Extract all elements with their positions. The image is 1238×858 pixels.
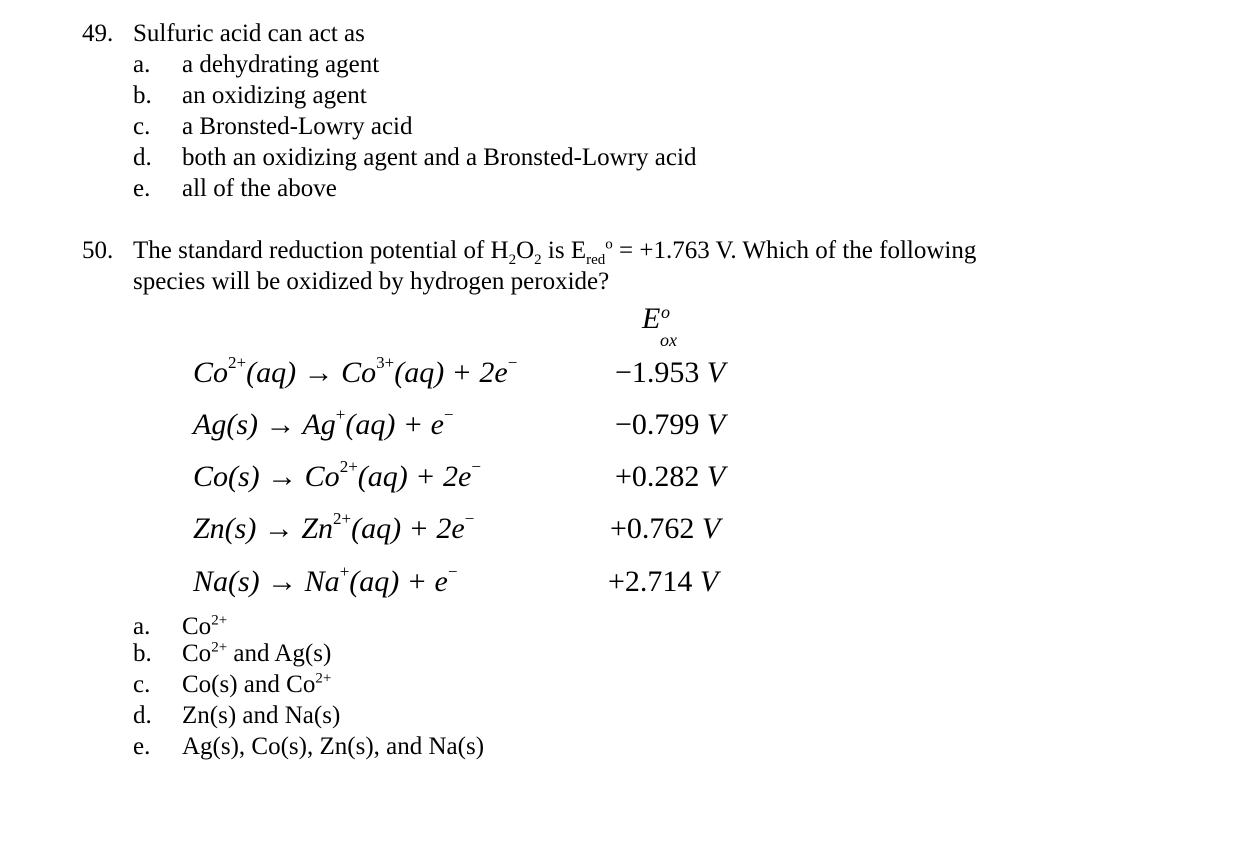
electron-superscript: −	[471, 457, 481, 476]
reaction-text: Co	[193, 356, 229, 389]
charge-superscript: 3+	[376, 353, 395, 372]
reaction-text: (aq) + 2e	[351, 512, 465, 545]
option-letter: a.	[133, 613, 151, 640]
reaction-text: Ag(s) → Ag	[193, 408, 336, 441]
option-text	[182, 700, 340, 731]
potential-value	[615, 357, 725, 388]
half-reaction	[193, 509, 475, 545]
reaction-text: Zn(s) → Zn	[193, 512, 334, 545]
question-stem-line1	[133, 235, 976, 266]
potential-number: −1.953	[615, 356, 700, 389]
stem-subscript: 2	[508, 252, 517, 268]
potential-value	[610, 513, 720, 544]
potential-number: −0.799	[615, 408, 700, 441]
potential-number: +0.762	[610, 512, 695, 545]
electron-superscript: −	[447, 562, 458, 581]
option-text-part: Co(s) and Co	[182, 671, 316, 698]
question-number: 50.	[82, 237, 114, 264]
half-reaction	[193, 353, 518, 389]
electron-superscript: −	[464, 509, 475, 528]
stem-text: = +1.763 V. Which of the following	[612, 237, 977, 264]
option-letter: c.	[133, 671, 151, 698]
option-text: a dehydrating agent	[182, 51, 380, 78]
electron-superscript: −	[443, 405, 454, 424]
stem-text: is E	[541, 237, 587, 264]
option-text: all of the above	[182, 175, 337, 202]
reaction-text: (aq) + e	[345, 408, 444, 441]
charge-superscript: 2+	[228, 353, 247, 372]
option-letter: c.	[133, 113, 151, 140]
option-superscript: 2+	[211, 639, 228, 656]
reaction-text: (aq) + 2e	[357, 460, 472, 493]
charge-superscript: +	[335, 405, 346, 424]
option-text: both an oxidizing agent and a Bronsted-Lowry acid	[182, 144, 697, 171]
option-text	[182, 638, 331, 669]
charge-superscript: +	[339, 562, 350, 581]
half-reaction	[193, 457, 481, 493]
option-text-part: Zn(s) and Na(s)	[182, 702, 341, 729]
stem-superscript: o	[605, 236, 613, 253]
potential-unit: V	[706, 356, 726, 389]
option-letter: e.	[133, 733, 151, 760]
half-reaction	[193, 562, 458, 598]
potential-unit: V	[706, 460, 726, 493]
charge-superscript: 2+	[339, 457, 358, 476]
option-text-part: Ag(s), Co(s), Zn(s), and Na(s)	[182, 733, 485, 760]
potential-value	[615, 461, 725, 492]
option-superscript: 2+	[315, 670, 332, 687]
stem-subscript: red	[586, 252, 606, 268]
option-text	[182, 669, 331, 700]
option-letter: b.	[133, 82, 152, 109]
half-reaction	[193, 405, 454, 441]
charge-superscript: 2+	[333, 509, 352, 528]
option-letter: e.	[133, 175, 151, 202]
reaction-text: Na(s) → Na	[193, 565, 340, 598]
potential-number: +2.714	[608, 565, 693, 598]
eox-subscript: ox	[660, 330, 677, 350]
option-letter: a.	[133, 51, 151, 78]
option-text: an oxidizing agent	[182, 82, 367, 109]
option-text-part: Co	[182, 613, 212, 640]
stem-text: The standard reduction potential of H	[133, 237, 509, 264]
electron-superscript: −	[507, 353, 518, 372]
stem-subscript: 2	[534, 252, 542, 268]
potential-unit: V	[699, 565, 719, 598]
potential-number: +0.282	[615, 460, 700, 493]
potential-value	[615, 409, 725, 440]
question-stem: Sulfuric acid can act as	[133, 20, 365, 47]
option-text: a Bronsted-Lowry acid	[182, 113, 413, 140]
reaction-text: (aq) + 2e	[394, 356, 508, 389]
potential-value	[608, 566, 718, 597]
option-superscript: 2+	[211, 612, 228, 629]
reaction-text: Co(s) → Co	[193, 460, 340, 493]
reaction-text: (aq) → Co	[246, 356, 377, 389]
eox-superscript: o	[661, 302, 670, 322]
option-text	[182, 731, 484, 762]
question-number: 49.	[82, 20, 114, 47]
stem-text: O	[516, 237, 535, 264]
option-text-part: Co	[182, 640, 212, 667]
option-letter: d.	[133, 702, 152, 729]
eox-header	[642, 302, 677, 350]
question-stem-line2: species will be oxidized by hydrogen peroxide?	[133, 268, 610, 295]
eox-symbol: E	[642, 302, 661, 335]
reaction-text: (aq) + e	[349, 565, 448, 598]
option-letter: d.	[133, 144, 152, 171]
potential-unit: V	[701, 512, 721, 545]
option-letter: b.	[133, 640, 152, 667]
option-text-part: and Ag(s)	[227, 640, 332, 667]
potential-unit: V	[706, 408, 726, 441]
